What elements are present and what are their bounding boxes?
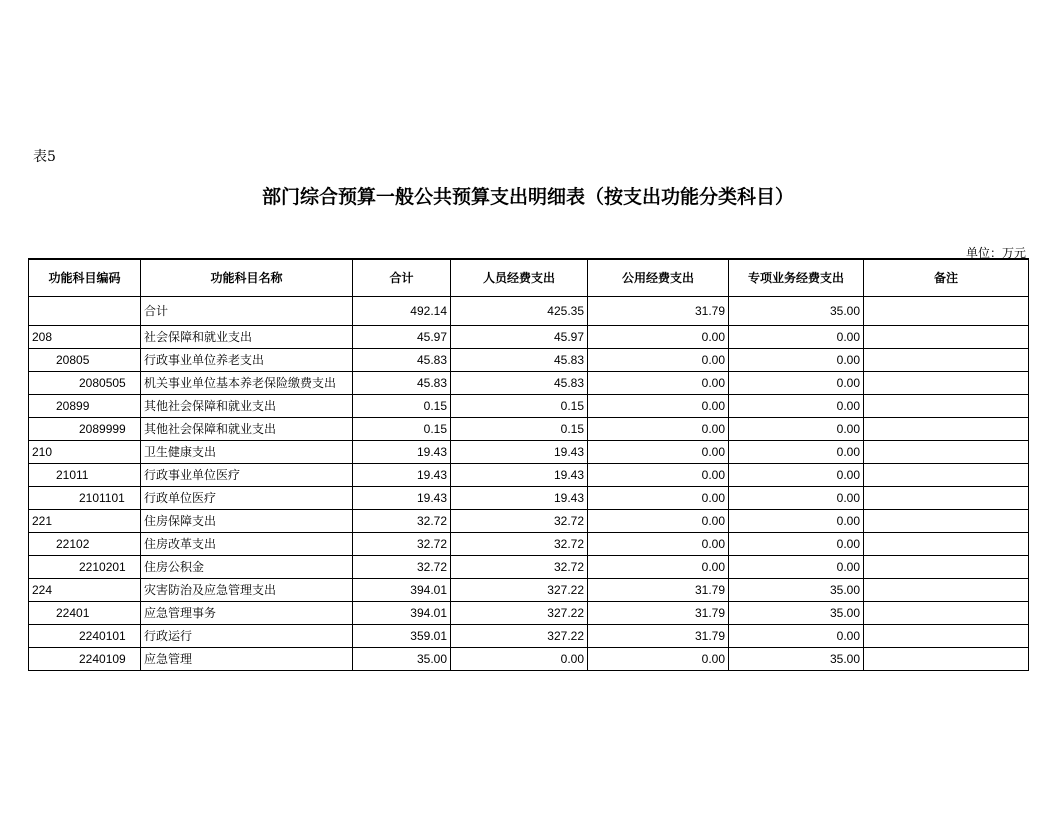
cell-total: 35.00	[353, 648, 451, 671]
cell-name: 社会保障和就业支出	[141, 326, 353, 349]
header-personnel: 人员经费支出	[451, 259, 588, 297]
cell-total: 19.43	[353, 441, 451, 464]
cell-code: 2080505	[29, 372, 141, 395]
table-row	[29, 441, 1029, 464]
cell-personnel: 19.43	[451, 487, 588, 510]
cell-personnel: 0.15	[451, 418, 588, 441]
cell-special: 0.00	[729, 510, 864, 533]
cell-public: 0.00	[588, 418, 729, 441]
cell-public: 0.00	[588, 372, 729, 395]
table-row	[29, 349, 1029, 372]
cell-personnel: 45.83	[451, 349, 588, 372]
cell-special: 0.00	[729, 326, 864, 349]
cell-special: 0.00	[729, 556, 864, 579]
cell-public: 0.00	[588, 464, 729, 487]
cell-name: 应急管理	[141, 648, 353, 671]
cell-code: 2089999	[29, 418, 141, 441]
cell-note	[864, 556, 1029, 579]
cell-note	[864, 372, 1029, 395]
cell-public: 31.79	[588, 602, 729, 625]
cell-special: 0.00	[729, 464, 864, 487]
cell-total: 45.97	[353, 326, 451, 349]
cell-total: 32.72	[353, 510, 451, 533]
cell-personnel: 0.15	[451, 395, 588, 418]
cell-special: 35.00	[729, 579, 864, 602]
cell-code: 2240109	[29, 648, 141, 671]
table-row	[29, 579, 1029, 602]
cell-personnel: 19.43	[451, 441, 588, 464]
cell-code: 210	[29, 441, 141, 464]
cell-public: 0.00	[588, 326, 729, 349]
table-row	[29, 533, 1029, 556]
cell-note	[864, 625, 1029, 648]
cell-total: 19.43	[353, 464, 451, 487]
cell-total: 32.72	[353, 556, 451, 579]
cell-code: 20899	[29, 395, 141, 418]
table-row	[29, 464, 1029, 487]
cell-code: 2240101	[29, 625, 141, 648]
cell-name: 住房保障支出	[141, 510, 353, 533]
cell-special: 35.00	[729, 297, 864, 326]
cell-note	[864, 579, 1029, 602]
cell-code: 221	[29, 510, 141, 533]
cell-total: 492.14	[353, 297, 451, 326]
cell-name: 住房改革支出	[141, 533, 353, 556]
cell-total: 19.43	[353, 487, 451, 510]
cell-note	[864, 464, 1029, 487]
cell-personnel: 19.43	[451, 464, 588, 487]
cell-code: 22102	[29, 533, 141, 556]
table-row	[29, 510, 1029, 533]
cell-note	[864, 326, 1029, 349]
cell-special: 35.00	[729, 602, 864, 625]
cell-note	[864, 648, 1029, 671]
cell-note	[864, 349, 1029, 372]
cell-name: 行政单位医疗	[141, 487, 353, 510]
cell-name: 合计	[141, 297, 353, 326]
cell-public: 0.00	[588, 395, 729, 418]
cell-personnel: 45.83	[451, 372, 588, 395]
document-title: 部门综合预算一般公共预算支出明细表（按支出功能分类科目）	[261, 186, 794, 208]
cell-public: 31.79	[588, 625, 729, 648]
cell-name: 卫生健康支出	[141, 441, 353, 464]
cell-note	[864, 395, 1029, 418]
cell-note	[864, 602, 1029, 625]
cell-public: 31.79	[588, 579, 729, 602]
table-row	[29, 556, 1029, 579]
cell-note	[864, 533, 1029, 556]
cell-total: 45.83	[353, 349, 451, 372]
cell-personnel: 327.22	[451, 579, 588, 602]
cell-code: 22401	[29, 602, 141, 625]
cell-name: 其他社会保障和就业支出	[141, 418, 353, 441]
cell-name: 行政事业单位医疗	[141, 464, 353, 487]
cell-name: 机关事业单位基本养老保险缴费支出	[141, 372, 353, 395]
cell-personnel: 425.35	[451, 297, 588, 326]
cell-public: 31.79	[588, 297, 729, 326]
cell-total: 45.83	[353, 372, 451, 395]
header-special: 专项业务经费支出	[729, 259, 864, 297]
table-row	[29, 326, 1029, 349]
cell-special: 0.00	[729, 441, 864, 464]
header-code: 功能科目编码	[29, 259, 141, 297]
cell-personnel: 45.97	[451, 326, 588, 349]
cell-code	[29, 297, 141, 326]
cell-special: 0.00	[729, 349, 864, 372]
cell-special: 0.00	[729, 395, 864, 418]
cell-name: 行政运行	[141, 625, 353, 648]
cell-code: 224	[29, 579, 141, 602]
cell-total: 0.15	[353, 395, 451, 418]
header-public: 公用经费支出	[588, 259, 729, 297]
cell-code: 2101101	[29, 487, 141, 510]
cell-public: 0.00	[588, 510, 729, 533]
cell-total: 32.72	[353, 533, 451, 556]
table-row	[29, 487, 1029, 510]
cell-total: 0.15	[353, 418, 451, 441]
cell-public: 0.00	[588, 487, 729, 510]
table-row	[29, 625, 1029, 648]
cell-note	[864, 297, 1029, 326]
cell-special: 0.00	[729, 418, 864, 441]
cell-personnel: 32.72	[451, 556, 588, 579]
total-row	[29, 297, 1029, 326]
cell-personnel: 0.00	[451, 648, 588, 671]
cell-public: 0.00	[588, 533, 729, 556]
cell-name: 灾害防治及应急管理支出	[141, 579, 353, 602]
cell-special: 0.00	[729, 625, 864, 648]
cell-special: 0.00	[729, 487, 864, 510]
cell-public: 0.00	[588, 349, 729, 372]
cell-name: 住房公积金	[141, 556, 353, 579]
table-row	[29, 602, 1029, 625]
cell-note	[864, 510, 1029, 533]
cell-special: 35.00	[729, 648, 864, 671]
cell-special: 0.00	[729, 372, 864, 395]
header-name: 功能科目名称	[141, 259, 353, 297]
cell-total: 394.01	[353, 579, 451, 602]
table-row	[29, 395, 1029, 418]
cell-special: 0.00	[729, 533, 864, 556]
cell-note	[864, 441, 1029, 464]
header-row	[29, 259, 1029, 297]
cell-code: 21011	[29, 464, 141, 487]
budget-table	[28, 258, 1029, 671]
cell-public: 0.00	[588, 556, 729, 579]
cell-total: 359.01	[353, 625, 451, 648]
cell-note	[864, 418, 1029, 441]
cell-note	[864, 487, 1029, 510]
header-total: 合计	[353, 259, 451, 297]
cell-total: 394.01	[353, 602, 451, 625]
table-row	[29, 418, 1029, 441]
cell-personnel: 32.72	[451, 533, 588, 556]
header-note: 备注	[864, 259, 1029, 297]
cell-name: 应急管理事务	[141, 602, 353, 625]
cell-personnel: 32.72	[451, 510, 588, 533]
cell-code: 208	[29, 326, 141, 349]
cell-public: 0.00	[588, 441, 729, 464]
cell-name: 其他社会保障和就业支出	[141, 395, 353, 418]
table-label: 表5	[33, 149, 56, 165]
unit-label: 单位：万元	[965, 246, 1026, 260]
cell-personnel: 327.22	[451, 602, 588, 625]
cell-code: 20805	[29, 349, 141, 372]
table-row	[29, 372, 1029, 395]
cell-name: 行政事业单位养老支出	[141, 349, 353, 372]
cell-public: 0.00	[588, 648, 729, 671]
cell-personnel: 327.22	[451, 625, 588, 648]
table-row	[29, 648, 1029, 671]
cell-code: 2210201	[29, 556, 141, 579]
